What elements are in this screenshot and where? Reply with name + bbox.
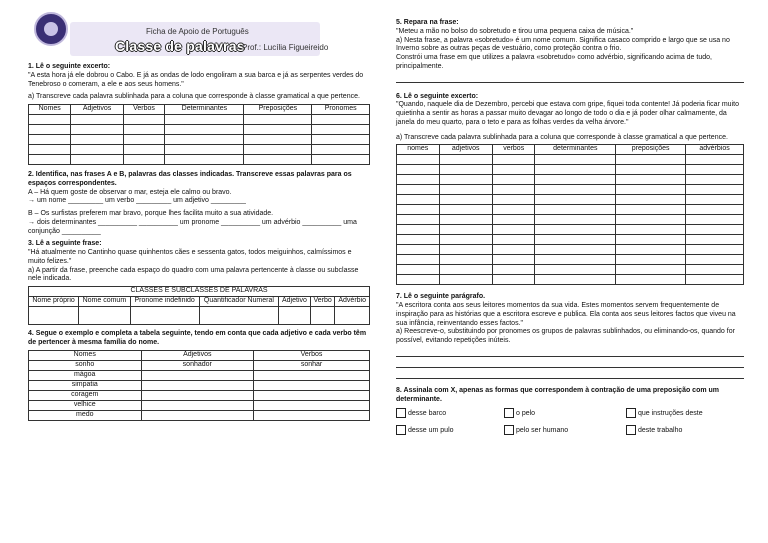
q4-cell: mágoa: [29, 370, 142, 380]
q6-cell[interactable]: [439, 195, 492, 205]
q6-cell[interactable]: [535, 205, 616, 215]
q6-cell[interactable]: [535, 225, 616, 235]
q1-cell[interactable]: [165, 115, 244, 125]
q1-cell[interactable]: [71, 135, 123, 145]
q6-cell[interactable]: [616, 255, 686, 265]
q6-cell[interactable]: [492, 245, 535, 255]
q6-cell[interactable]: [439, 215, 492, 225]
q6-cell[interactable]: [616, 215, 686, 225]
q1-excerpt: "A esta hora já ele dobrou o Cabo. E já as ondas de lodo engoliram a sua barca e já as serpentes verdes do Tenebroso o comeram, a ele e aos seus homens.": [28, 71, 364, 88]
q4-cell: velhice: [29, 400, 142, 410]
q8-option[interactable]: [504, 425, 626, 436]
q6-cell[interactable]: [686, 155, 744, 165]
q3-cell[interactable]: [335, 307, 370, 325]
q6-cell[interactable]: [535, 215, 616, 225]
q6-cell[interactable]: [439, 225, 492, 235]
answer-line[interactable]: [396, 74, 744, 83]
q5-title: 5. Repara na frase:: [396, 19, 459, 26]
q6-table: [396, 144, 744, 285]
q6-cell[interactable]: [686, 265, 744, 275]
q6-cell[interactable]: [616, 185, 686, 195]
q6-cell[interactable]: [535, 265, 616, 275]
q6-cell[interactable]: [686, 275, 744, 285]
q6-cell[interactable]: [439, 275, 492, 285]
q2-b-text: B – Os surfistas preferem mar bravo, porque lhes facilita muito a sua atividade.: [28, 210, 274, 217]
q6-header: preposições: [616, 145, 686, 155]
q6-cell[interactable]: [535, 185, 616, 195]
q4-cell[interactable]: [141, 380, 254, 390]
checkbox-icon[interactable]: [396, 408, 406, 418]
q1-cell[interactable]: [29, 135, 71, 145]
q6-cell[interactable]: [686, 165, 744, 175]
q1-header: Nomes: [29, 105, 71, 115]
q8-option-label: que instruções deste: [638, 410, 703, 418]
q6-cell[interactable]: [535, 245, 616, 255]
q6-cell[interactable]: [535, 195, 616, 205]
q6-cell[interactable]: [397, 245, 440, 255]
q6-cell[interactable]: [492, 175, 535, 185]
q1-header: Verbos: [123, 105, 165, 115]
q3-header: Pronome indefinido: [130, 297, 199, 307]
q3-cell[interactable]: [79, 307, 130, 325]
q3-sentence: "Há atualmente no Cantinho quase quinhentos cães e sessenta gatos, todos meiguinhos, calmíssimos e muito felizes.": [28, 249, 352, 265]
q7-a: a) Reescreve-o, substituindo por pronomes os grupos de palavras sublinhados, ou eliminando-os, quando for possível, evitando repetições inúteis.: [396, 328, 735, 344]
worksheet-header: [28, 0, 370, 60]
q6-cell[interactable]: [535, 175, 616, 185]
q1-cell[interactable]: [165, 125, 244, 135]
q3-header: Quantificador Numeral: [199, 297, 278, 307]
q4-table: [28, 350, 370, 421]
q6-cell[interactable]: [686, 235, 744, 245]
q6-excerpt: "Quando, naquele dia de Dezembro, percebi que estava com gripe, fiquei toda contente! Já poderia ficar muito quietinha a sentir as horas a passar muito devagar ao longo de todo o dia e já poder olhar calmamente, da janela do meu quarto, para o teto e para as folhas verdes da velha árvore.": [396, 101, 739, 126]
q1-table: [28, 104, 370, 165]
answer-line[interactable]: [396, 370, 744, 379]
q1-cell[interactable]: [312, 155, 370, 165]
q6-cell[interactable]: [492, 165, 535, 175]
right-column: [396, 16, 744, 435]
q3-cell[interactable]: [199, 307, 278, 325]
q6-cell[interactable]: [616, 155, 686, 165]
q6-cell[interactable]: [439, 155, 492, 165]
q6-cell[interactable]: [492, 205, 535, 215]
q6-cell[interactable]: [397, 185, 440, 195]
q3-cell[interactable]: [279, 307, 311, 325]
q1-cell[interactable]: [71, 145, 123, 155]
left-column: [28, 0, 370, 421]
q1-cell[interactable]: [312, 135, 370, 145]
q7-title: 7. Lê o seguinte parágrafo.: [396, 293, 486, 301]
q6-cell[interactable]: [492, 185, 535, 195]
checkbox-icon[interactable]: [396, 425, 406, 435]
q8-option-label: pelo ser humano: [516, 426, 569, 434]
q3-task: a) A partir da frase, preenche cada espaço do quadro com uma palavra pertencente à classe ou subclasse nele indicada.: [28, 266, 359, 283]
q6-cell[interactable]: [397, 195, 440, 205]
q6-cell[interactable]: [492, 235, 535, 245]
q1-cell[interactable]: [244, 145, 312, 155]
q6-cell[interactable]: [439, 175, 492, 185]
q6-cell[interactable]: [397, 205, 440, 215]
q6-cell[interactable]: [535, 155, 616, 165]
q4-cell: coragem: [29, 390, 142, 400]
q3-cell[interactable]: [310, 307, 335, 325]
q3-cell[interactable]: [130, 307, 199, 325]
q6-cell[interactable]: [616, 205, 686, 215]
q1-header: Determinantes: [165, 105, 244, 115]
q6-cell[interactable]: [616, 245, 686, 255]
q6-cell[interactable]: [397, 235, 440, 245]
q1-cell[interactable]: [244, 155, 312, 165]
q6-cell[interactable]: [535, 255, 616, 265]
q5-sentence: "Meteu a mão no bolso do sobretudo e tirou uma pequena caixa de música.": [396, 27, 634, 35]
answer-line[interactable]: [396, 348, 744, 357]
checkbox-icon[interactable]: [504, 408, 514, 418]
q4-header: Verbos: [254, 350, 370, 360]
q4-cell[interactable]: [141, 410, 254, 420]
q1-header: Adjetivos: [71, 105, 123, 115]
q8-option[interactable]: [396, 408, 504, 419]
q1-cell[interactable]: [71, 125, 123, 135]
q6-cell[interactable]: [616, 225, 686, 235]
q6-header: determinantes: [535, 145, 616, 155]
q1-cell[interactable]: [123, 155, 165, 165]
q6-cell[interactable]: [616, 275, 686, 285]
q6-cell[interactable]: [686, 195, 744, 205]
q6-cell[interactable]: [492, 265, 535, 275]
q2-b-task: → dois determinantes __________ __________ um pronome __________ um advérbio __________ uma conjunção __________: [28, 218, 357, 235]
q7-paragraph: "A escritora conta aos seus leitores momentos da sua vida. Estes momentos servem frequentemente de inspiração para as histórias que a escritora escreve e publica. Ela conta aos seus leitores factos que viveu na sua infância, reinventando esses factos.": [396, 302, 736, 327]
q2-a-text: A – Há quem goste de observar o mar, esteja ele calmo ou bravo.: [28, 188, 232, 196]
q6-cell[interactable]: [397, 165, 440, 175]
q3-header: Adjetivo: [279, 297, 311, 307]
q1-cell[interactable]: [71, 115, 123, 125]
q4-cell: medo: [29, 410, 142, 420]
q6-cell[interactable]: [492, 255, 535, 265]
q4-cell: sonhar: [254, 360, 370, 370]
q4-title: 4. Segue o exemplo e completa a tabela seguinte, tendo em conta que cada adjetivo e cada verbo têm de pertencer à mesma família do nome.: [28, 330, 367, 346]
q2-a-task: → um nome _________ um verbo _________ um adjetivo _________: [28, 197, 246, 205]
q3-header: Nome próprio: [29, 297, 79, 307]
q8-option-label: desse um pulo: [408, 426, 454, 434]
q1-cell[interactable]: [165, 155, 244, 165]
checkbox-icon[interactable]: [626, 425, 636, 435]
q6-cell[interactable]: [397, 255, 440, 265]
q6-cell[interactable]: [397, 215, 440, 225]
q6-cell[interactable]: [439, 235, 492, 245]
q1-cell[interactable]: [29, 115, 71, 125]
q6-cell[interactable]: [397, 265, 440, 275]
q6-cell[interactable]: [397, 275, 440, 285]
q1-cell[interactable]: [244, 115, 312, 125]
q1-cell[interactable]: [29, 155, 71, 165]
q1-cell[interactable]: [123, 115, 165, 125]
q1-title: 1. Lê o seguinte excerto:: [28, 63, 111, 70]
q1-cell[interactable]: [244, 125, 312, 135]
q3-table-title: CLASSES E SUBCLASSES DE PALAVRAS: [29, 287, 370, 297]
q5-task: Constrói uma frase em que utilizes a palavra «sobretudo» como advérbio, significando acima de tudo, principalmente.: [396, 54, 712, 70]
q6-header: adjetivos: [439, 145, 492, 155]
q6-cell[interactable]: [492, 215, 535, 225]
checkbox-icon[interactable]: [626, 408, 636, 418]
q6-cell[interactable]: [686, 215, 744, 225]
q6-cell[interactable]: [492, 155, 535, 165]
q6-header: advérbios: [686, 145, 744, 155]
q6-cell[interactable]: [686, 205, 744, 215]
q6-header: verbos: [492, 145, 535, 155]
q1-cell[interactable]: [123, 125, 165, 135]
q1-cell[interactable]: [71, 155, 123, 165]
q6-cell[interactable]: [616, 175, 686, 185]
q8-title: 8. Assinala com X, apenas as formas que correspondem à contração de uma preposição com um determinante.: [396, 386, 720, 403]
q6-cell[interactable]: [616, 265, 686, 275]
q6-cell[interactable]: [616, 235, 686, 245]
q6-cell[interactable]: [492, 275, 535, 285]
header-teacher: Prof.: Lucília Figueireido: [242, 43, 329, 52]
q6-cell[interactable]: [439, 255, 492, 265]
checkbox-icon[interactable]: [504, 425, 514, 435]
q6-cell[interactable]: [397, 155, 440, 165]
q1-cell[interactable]: [29, 125, 71, 135]
q1-header: Pronomes: [312, 105, 370, 115]
q6-header: nomes: [397, 145, 440, 155]
answer-line[interactable]: [396, 359, 744, 368]
q4-cell[interactable]: [254, 400, 370, 410]
q8-option[interactable]: [626, 408, 744, 419]
q1-cell[interactable]: [165, 145, 244, 155]
q4-cell: sonho: [29, 360, 142, 370]
q1-cell[interactable]: [29, 145, 71, 155]
q6-cell[interactable]: [686, 255, 744, 265]
q6-cell[interactable]: [535, 235, 616, 245]
q6-cell[interactable]: [535, 275, 616, 285]
q6-task: a) Transcreve cada palavra sublinhada para a coluna que corresponde à classe gramatical a que pertence.: [396, 133, 728, 141]
q4-header: Adjetivos: [141, 350, 254, 360]
q6-cell[interactable]: [439, 205, 492, 215]
q6-cell[interactable]: [616, 195, 686, 205]
q4-cell[interactable]: [254, 390, 370, 400]
q1-header: Preposições: [244, 105, 312, 115]
q6-cell[interactable]: [686, 185, 744, 195]
q6-cell[interactable]: [397, 175, 440, 185]
q5-a: a) Nesta frase, a palavra «sobretudo» é um nome comum. Significa casaco comprido e largo que se usa no Inverno sobre as outras peças de vestuário, como proteção contra o frio.: [396, 36, 730, 53]
q6-cell[interactable]: [439, 185, 492, 195]
q4-cell[interactable]: [254, 410, 370, 420]
q6-cell[interactable]: [439, 245, 492, 255]
q3-header: Verbo: [310, 297, 335, 307]
school-logo: [34, 12, 68, 46]
q8-option[interactable]: [396, 425, 504, 436]
q1-cell[interactable]: [312, 115, 370, 125]
q6-cell[interactable]: [397, 225, 440, 235]
q8-option[interactable]: [504, 408, 626, 419]
q4-cell[interactable]: [141, 370, 254, 380]
q6-cell[interactable]: [686, 225, 744, 235]
q4-cell[interactable]: [254, 370, 370, 380]
header-title: Classe de palavras: [115, 38, 245, 54]
q3-header: Nome comum: [79, 297, 130, 307]
q6-title: 6. Lê o seguinte excerto:: [396, 92, 479, 100]
q2-title: 2. Identifica, nas frases A e B, palavras das classes indicadas. Transcreve essas palavras para os espaços correspondentes.: [28, 171, 352, 187]
q6-cell[interactable]: [439, 165, 492, 175]
q1-cell[interactable]: [165, 135, 244, 145]
q6-cell[interactable]: [686, 245, 744, 255]
q1-cell[interactable]: [312, 145, 370, 155]
q4-cell[interactable]: [141, 400, 254, 410]
q4-cell: simpatia: [29, 380, 142, 390]
q8-option-label: deste trabalho: [638, 426, 683, 434]
q1-cell[interactable]: [123, 135, 165, 145]
q8-option-label: desse barco: [408, 410, 447, 418]
q8-option-label: o pelo: [516, 410, 536, 418]
q8-option[interactable]: [626, 425, 744, 436]
q8-options: [396, 408, 744, 435]
q1-cell[interactable]: [312, 125, 370, 135]
q6-cell[interactable]: [439, 265, 492, 275]
q6-cell[interactable]: [535, 165, 616, 175]
q6-cell[interactable]: [492, 195, 535, 205]
q6-cell[interactable]: [492, 225, 535, 235]
q6-cell[interactable]: [686, 175, 744, 185]
q1-task: a) Transcreve cada palavra sublinhada para a coluna que corresponde à classe gramatical a que pertence.: [28, 93, 360, 101]
q3-header: Advérbio: [335, 297, 370, 307]
header-subtitle: Ficha de Apoio de Português: [146, 27, 249, 36]
q3-table: [28, 286, 370, 325]
q4-cell[interactable]: [141, 390, 254, 400]
q1-cell[interactable]: [244, 135, 312, 145]
q3-cell[interactable]: [29, 307, 79, 325]
q6-cell[interactable]: [616, 165, 686, 175]
q4-header: Nomes: [29, 350, 142, 360]
q1-cell[interactable]: [123, 145, 165, 155]
q4-cell: sonhador: [141, 360, 254, 370]
q3-title: 3. Lê a seguinte frase:: [28, 240, 102, 248]
q4-cell[interactable]: [254, 380, 370, 390]
